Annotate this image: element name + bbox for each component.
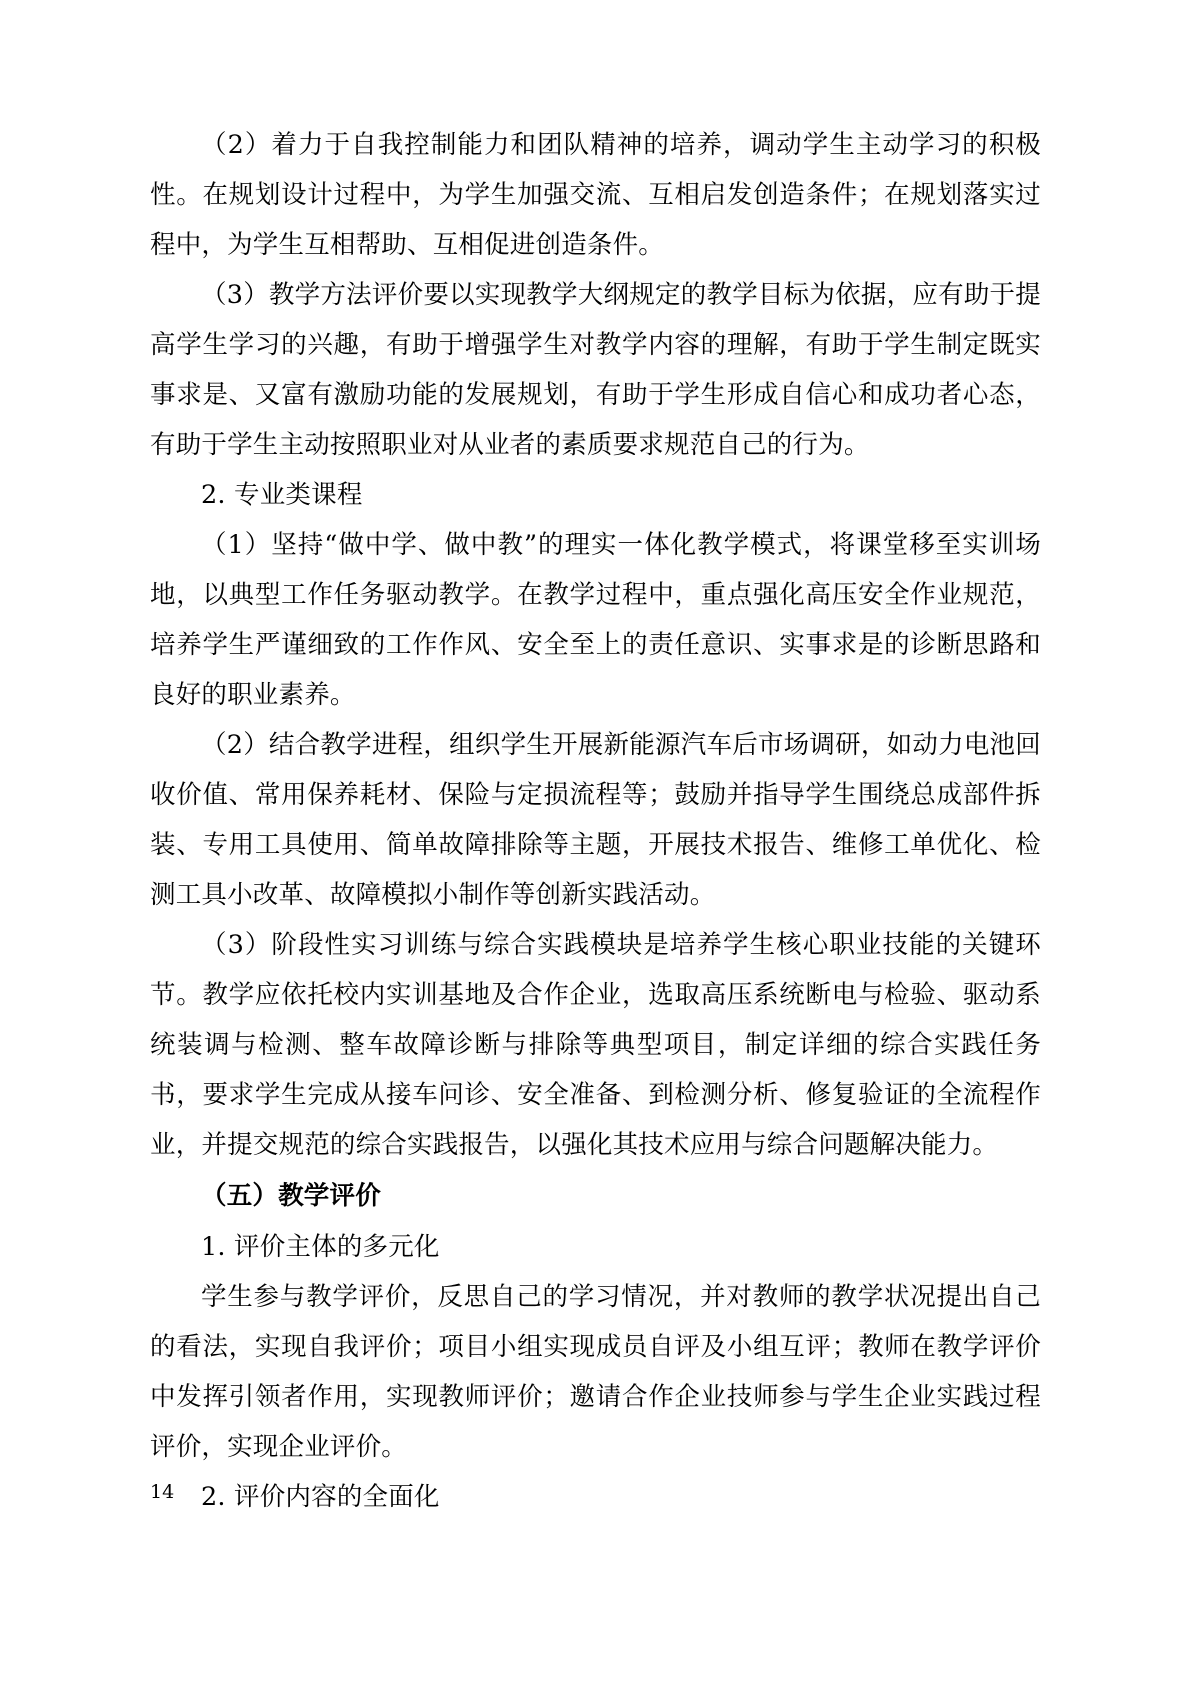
sub-heading-professional-courses: 2. 专业类课程 xyxy=(201,480,363,510)
para-prof-2: （2）结合教学进程，组织学生开展新能源汽车后市场调研，如动力电池回收价值、常用保养耗材、保险与定损流程等；鼓励并指导学生围绕总成部件拆装、专用工具使用、简单故障排除等主题，开展技术报告、维修工单优化、检测工具小改革、故障模拟小制作等创新实践活动。 xyxy=(150,730,1041,910)
section-heading-teaching-evaluation: （五）教学评价 xyxy=(201,1181,381,1211)
para-eval-1: 学生参与教学评价，反思自己的学习情况，并对教师的教学状况提出自己的看法，实现自我评价；项目小组实现成员自评及小组互评；教师在教学评价中发挥引领者作用，实现教师评价；邀请合作企业技师参与学生企业实践过程评价，实现企业评价。 xyxy=(150,1282,1041,1462)
page-number: 14 xyxy=(150,1481,175,1503)
sub-heading-evaluation-content: 2. 评价内容的全面化 xyxy=(201,1482,440,1512)
sub-heading-evaluation-subjects: 1. 评价主体的多元化 xyxy=(201,1232,440,1262)
para-prof-3: （3）阶段性实习训练与综合实践模块是培养学生核心职业技能的关键环节。教学应依托校内实训基地及合作企业，选取高压系统断电与检验、驱动系统装调与检测、整车故障诊断与排除等典型项目，制定详细的综合实践任务书，要求学生完成从接车问诊、安全准备、到检测分析、修复验证的全流程作业，并提交规范的综合实践报告，以强化其技术应用与综合问题解决能力。 xyxy=(150,930,1041,1160)
para-2-2: （3）教学方法评价要以实现教学大纲规定的教学目标为依据，应有助于提高学生学习的兴趣，有助于增强学生对教学内容的理解，有助于学生制定既实事求是、又富有激励功能的发展规划，有助于学生形成自信心和成功者心态，有助于学生主动按照职业对从业者的素质要求规范自己的行为。 xyxy=(150,280,1041,460)
para-2-1: （2）着力于自我控制能力和团队精神的培养，调动学生主动学习的积极性。在规划设计过程中，为学生加强交流、互相启发创造条件；在规划落实过程中，为学生互相帮助、互相促进创造条件。 xyxy=(150,130,1041,260)
page-body xyxy=(150,120,1041,1522)
para-prof-1: （1）坚持“做中学、做中教”的理实一体化教学模式，将课堂移至实训场地，以典型工作任务驱动教学。在教学过程中，重点强化高压安全作业规范，培养学生严谨细致的工作作风、安全至上的责任意识、实事求是的诊断思路和良好的职业素养。 xyxy=(150,530,1041,710)
